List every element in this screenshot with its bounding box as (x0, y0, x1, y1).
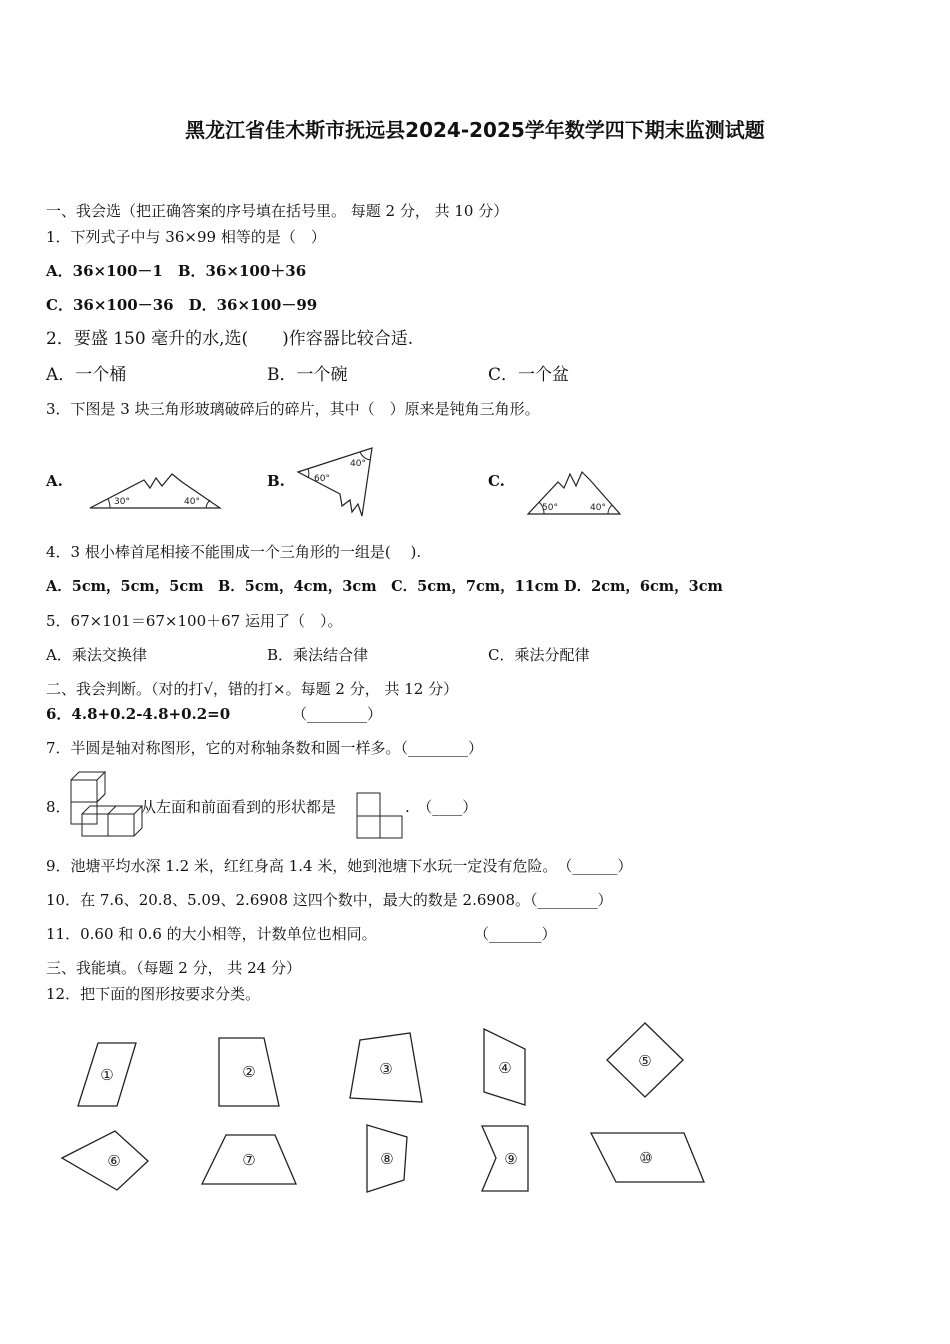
q5-option-b: B．乘法结合律 (267, 646, 369, 664)
q2-option-b: B．一个碗 (267, 365, 348, 385)
q1-options-line2: C．36×100－36 D．36×100－99 (46, 296, 318, 314)
shape-6 (62, 1131, 148, 1190)
shape-label-7: ⑦ (242, 1151, 256, 1169)
shape-label-3: ③ (379, 1060, 393, 1078)
shape-label-9: ⑨ (504, 1150, 518, 1168)
shape-label-5: ⑤ (638, 1052, 652, 1070)
shape-label-10: ⑩ (639, 1149, 653, 1167)
section1-heading: 一、我会选（把正确答案的序号填在括号里。 每题 2 分， 共 10 分） (46, 202, 509, 220)
q12-stem: 12．把下面的图形按要求分类。 (46, 985, 261, 1003)
q3-stem: 3．下图是 3 块三角形玻璃破碎后的碎片，其中（ ）原来是钝角三角形。 (46, 400, 540, 418)
q3-a-angle-1: 30° (114, 497, 130, 507)
q4-options: A．5cm，5cm，5cm B．5cm，4cm，3cm C．5cm，7cm，11cm D．2cm，6cm，3cm (46, 578, 723, 595)
shape-label-8: ⑧ (380, 1150, 394, 1168)
q2-option-c: C．一个盆 (488, 365, 570, 385)
q1-stem: 1．下列式子中与 36×99 相等的是（ ） (46, 228, 326, 246)
q5-option-a: A．乘法交换律 (46, 646, 147, 664)
q1-options-line1: A．36×100－1 B．36×100＋36 (46, 262, 307, 280)
q9-stem: 9．池塘平均水深 1.2 米，红红身高 1.4 米，她到池塘下水玩一定没有危险。 （______） (46, 857, 633, 875)
q3-c-angle-1: 50° (542, 503, 558, 513)
q10-stem: 10．在 7.6、20.8、5.09、2.6908 这四个数中，最大的数是 2.6908。（________） (46, 891, 613, 909)
q3-label-b: B. (267, 472, 285, 490)
q8-text: 从左面和前面看到的形状都是 (141, 798, 337, 816)
q2-stem: 2．要盛 150 毫升的水,选( )作容器比较合适. (46, 329, 414, 349)
q11-stem: 11．0.60 和 0.6 的大小相等，计数单位也相同。 (46, 925, 377, 943)
q7-stem: 7．半圆是轴对称图形，它的对称轴条数和圆一样多。（________） (46, 739, 484, 757)
shape-label-2: ② (242, 1063, 256, 1081)
q3-a-angle-2: 40° (184, 497, 200, 507)
shape-label-1: ① (100, 1066, 114, 1084)
shape-label-6: ⑥ (107, 1152, 121, 1170)
q5-option-c: C．乘法分配律 (488, 646, 590, 664)
q6-blank: （________） (292, 705, 383, 723)
q4-stem: 4．3 根小棒首尾相接不能围成一个三角形的一组是( ). (46, 543, 422, 561)
q3-label-c: C. (488, 472, 505, 490)
q3-c-angle-2: 40° (590, 503, 606, 513)
section3-heading: 三、我能填。（每题 2 分， 共 24 分） (46, 959, 301, 977)
q3-b-angle-1: 60° (314, 474, 330, 484)
shape-label-4: ④ (498, 1059, 512, 1077)
page-title: 黑龙江省佳木斯市抚远县2024-2025学年数学四下期末监测试题 (185, 118, 765, 142)
q8-tail: . （____） (405, 798, 478, 816)
section2-heading: 二、我会判断。（对的打√，错的打×。每题 2 分， 共 12 分） (46, 680, 459, 698)
q5-stem: 5．67×101＝67×100＋67 运用了（ ）。 (46, 612, 343, 630)
q8-number: 8． (46, 798, 71, 816)
q6-stem: 6．4.8+0.2-4.8+0.2=0 (46, 705, 231, 723)
q3-b-angle-2: 40° (350, 459, 366, 469)
q2-option-a: A．一个桶 (46, 365, 127, 385)
q11-blank: （_______） (474, 925, 557, 943)
q3-label-a: A. (46, 472, 63, 490)
